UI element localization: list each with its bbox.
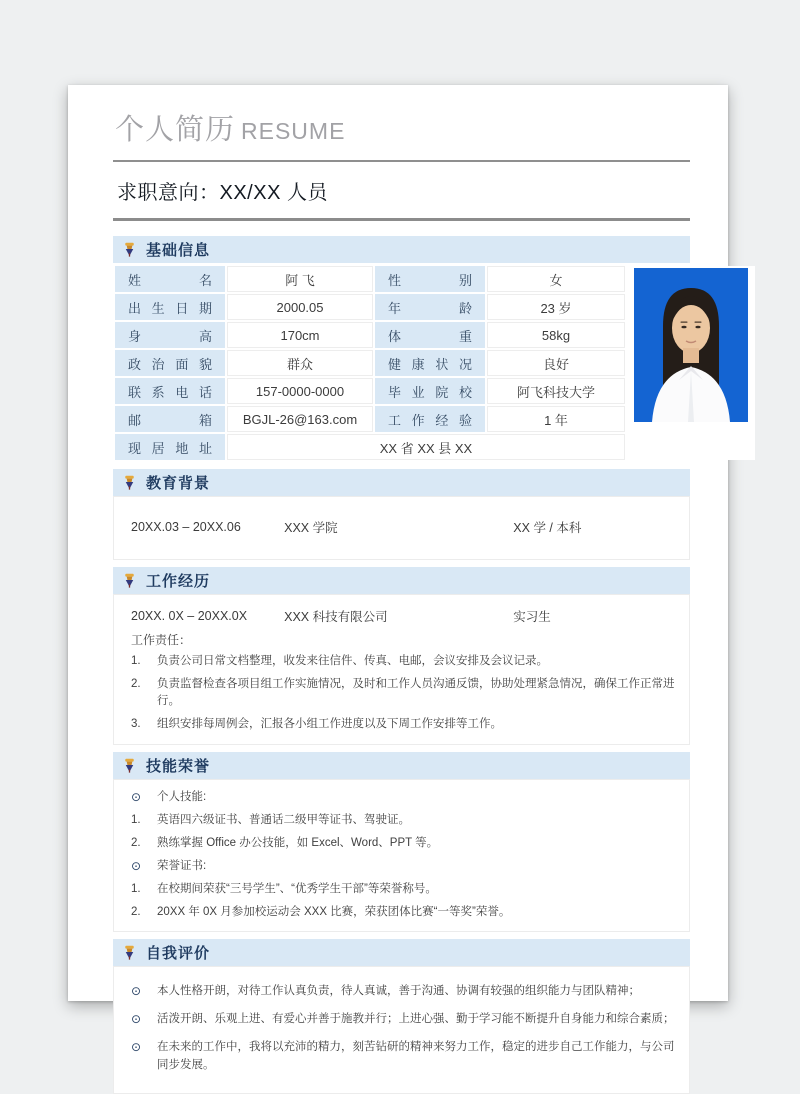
education-box <box>113 496 690 560</box>
list-item <box>122 1005 681 1033</box>
page-title <box>113 101 690 162</box>
list-item <box>122 832 681 855</box>
item-number: 1. <box>131 883 141 895</box>
field-label: 性 别 <box>375 266 485 292</box>
section-title: 工作经历 <box>146 573 211 590</box>
work-period: 20XX. 0X – 20XX.0X <box>131 609 248 623</box>
field-label: 体 重 <box>375 322 485 348</box>
section-title: 技能荣誉 <box>146 758 211 775</box>
bullet-icon: ⊙ <box>131 790 142 804</box>
duty-label: 工作责任： <box>131 633 192 647</box>
self-eval-box <box>113 966 690 1094</box>
work-company: XXX 科技有限公司 <box>284 610 388 624</box>
group-heading <box>122 855 681 878</box>
item-text: 本人性格开朗，对待工作认真负责，待人真诚，善于沟通、协调有较强的组织能力与团队精神； <box>157 985 640 997</box>
field-label: 身 高 <box>115 322 225 348</box>
field-value: 1 年 <box>487 406 625 432</box>
bullet-icon: ⊙ <box>131 984 142 998</box>
field-label: 现居地址 <box>115 434 225 460</box>
pushpin-icon <box>122 475 137 490</box>
field-value: 群众 <box>227 350 373 376</box>
item-text: 组织安排每周例会，汇报各小组工作进度以及下周工作安排等工作。 <box>157 718 502 730</box>
heading-text: 个人技能: <box>157 791 207 803</box>
section-header-education <box>113 469 690 496</box>
field-value: 阿 飞 <box>227 266 373 292</box>
field-label: 政治面貌 <box>115 350 225 376</box>
list-item <box>122 650 681 673</box>
bullet-icon: ⊙ <box>131 859 142 873</box>
item-text: 负责公司日常文档整理，收发来往信件、传真、电邮，会议安排及会议记录。 <box>157 655 548 667</box>
field-label: 年 龄 <box>375 294 485 320</box>
list-item <box>122 878 681 901</box>
education-period: 20XX.03 – 20XX.06 <box>131 520 241 534</box>
list-item <box>122 673 681 713</box>
basic-info-table <box>113 264 757 462</box>
item-number: 2. <box>131 837 141 849</box>
item-number: 1. <box>131 655 141 667</box>
field-value: 170cm <box>227 322 373 348</box>
resume-title-cn: 个人简历 <box>115 114 236 146</box>
field-value: 157-0000-0000 <box>227 378 373 404</box>
resume-title-en: RESUME <box>241 118 346 144</box>
field-label: 健康状况 <box>375 350 485 376</box>
field-value-address: XX 省 XX 县 XX <box>227 434 625 460</box>
photo-cell <box>627 266 755 460</box>
section-skills <box>113 752 690 932</box>
pushpin-icon <box>122 758 137 773</box>
field-label: 邮 箱 <box>115 406 225 432</box>
skills-box <box>113 779 690 932</box>
pushpin-icon <box>122 573 137 588</box>
section-title: 基础信息 <box>146 242 211 259</box>
list-item <box>122 901 681 924</box>
work-role: 实习生 <box>513 610 551 624</box>
item-text: 负责监督检查各项目组工作实施情况，及时和工作人员沟通反馈，协助处理紧急情况，确保工作正常进行。 <box>157 678 675 707</box>
item-text: 在未来的工作中，我将以充沛的精力，刻苦钻研的精神来努力工作，稳定的进步自己工作能力，与公司同步发展。 <box>157 1041 675 1071</box>
field-value: 良好 <box>487 350 625 376</box>
resume-page <box>68 85 728 1071</box>
item-number: 3. <box>131 718 141 730</box>
section-header-skills <box>113 752 690 779</box>
field-value: 2000.05 <box>227 294 373 320</box>
field-label: 联系电话 <box>115 378 225 404</box>
table-row <box>115 266 755 292</box>
item-text: 英语四六级证书、普通话二级甲等证书、驾驶证。 <box>157 814 410 826</box>
section-header-basic <box>113 236 690 263</box>
id-photo <box>634 268 748 422</box>
item-number: 2. <box>131 678 141 690</box>
divider-rule <box>113 218 690 221</box>
item-number: 2. <box>131 906 141 918</box>
pushpin-icon <box>122 945 137 960</box>
section-basic-info <box>113 236 690 462</box>
item-text: 活泼开朗、乐观上进、有爱心并善于施教并行；上进心强、勤于学习能不断提升自身能力和综合素质； <box>157 1013 675 1025</box>
field-label: 毕业院校 <box>375 378 485 404</box>
section-self-eval <box>113 939 690 1094</box>
education-degree: XX 学 / 本科 <box>513 521 582 535</box>
item-text: 熟练掌握 Office 办公技能，如 Excel、Word、PPT 等。 <box>157 837 439 849</box>
section-title: 自我评价 <box>146 945 211 962</box>
field-value: 女 <box>487 266 625 292</box>
work-entry <box>122 607 681 625</box>
education-school: XXX 学院 <box>284 521 338 535</box>
bullet-icon: ⊙ <box>131 1040 142 1054</box>
bullet-icon: ⊙ <box>131 1012 142 1026</box>
work-box <box>113 594 690 745</box>
group-heading <box>122 786 681 809</box>
list-item <box>122 713 681 736</box>
field-label: 出生日期 <box>115 294 225 320</box>
item-number: 1. <box>131 814 141 826</box>
item-text: 在校期间荣获“三号学生”、“优秀学生干部”等荣誉称号。 <box>157 883 437 895</box>
job-objective: 求职意向：XX/XX 人员 <box>117 182 328 204</box>
education-entry <box>122 518 681 536</box>
field-value: BGJL-26@163.com <box>227 406 373 432</box>
section-header-work <box>113 567 690 594</box>
field-label: 工作经验 <box>375 406 485 432</box>
list-item <box>122 977 681 1005</box>
heading-text: 荣誉证书: <box>157 860 207 872</box>
list-item <box>122 809 681 832</box>
section-header-self-eval <box>113 939 690 966</box>
field-value: 58kg <box>487 322 625 348</box>
pushpin-icon <box>122 242 137 257</box>
section-education <box>113 469 690 560</box>
section-work <box>113 567 690 745</box>
field-value: 阿飞科技大学 <box>487 378 625 404</box>
section-title: 教育背景 <box>146 475 211 492</box>
item-text: 20XX 年 0X 月参加校运动会 XXX 比赛，荣获团体比赛“一等奖”荣誉。 <box>157 906 511 918</box>
field-value: 23 岁 <box>487 294 625 320</box>
list-item <box>122 1033 681 1079</box>
field-label: 姓 名 <box>115 266 225 292</box>
